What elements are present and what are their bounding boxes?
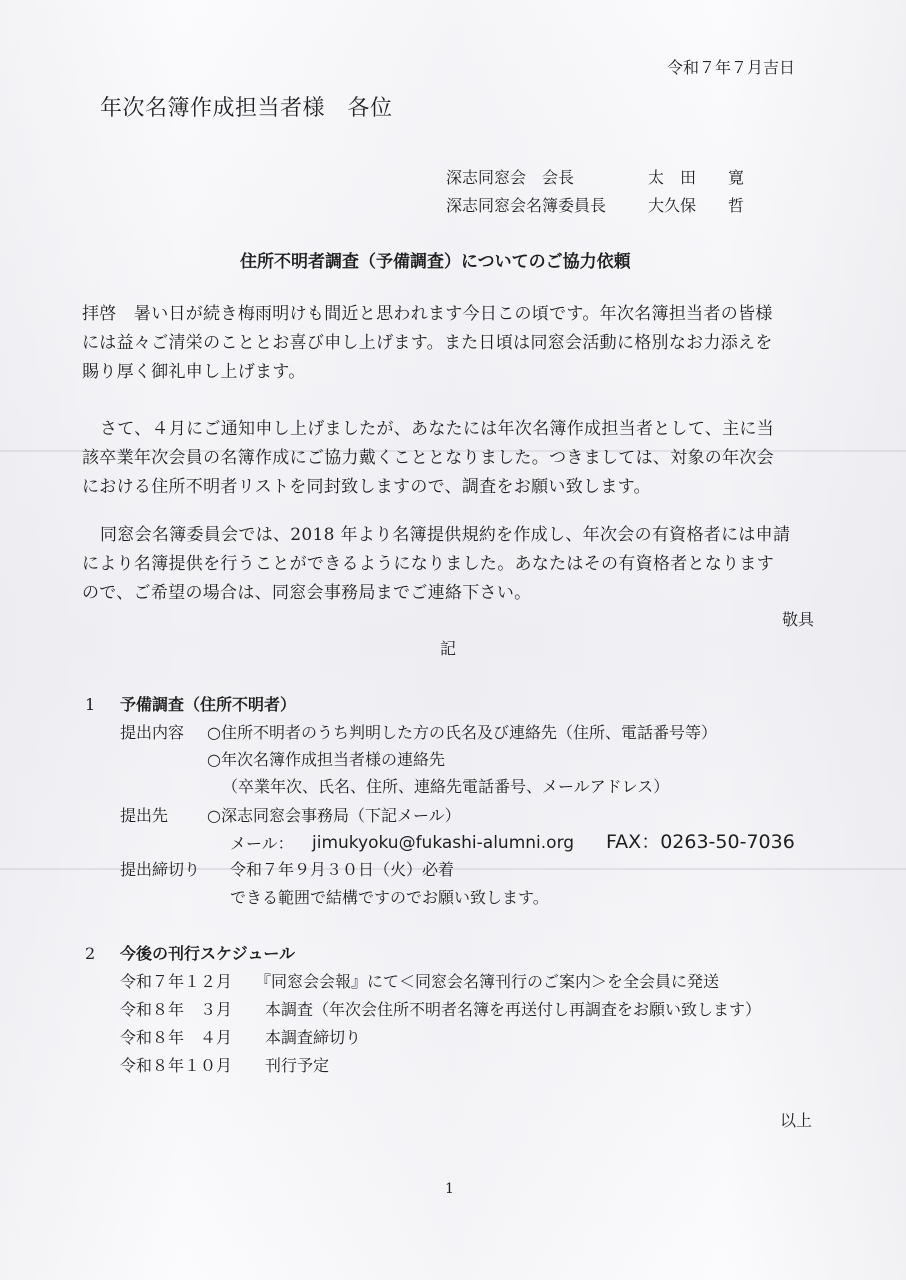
schedule-date: 令和８年 ４月 [120,1028,233,1047]
addressee: 年次名簿作成担当者様 各位 [100,96,393,121]
body-line: により名簿提供を行うことができるようになりました。あなたはその有資格者となります [82,554,774,574]
deadline-note: できる範囲で結構ですのでお願い致します。 [230,888,549,907]
closing-keigu: 敬具 [782,610,815,629]
schedule-text: 刊行予定 [265,1056,330,1075]
sender-org: 深志同窓会名簿委員長 [446,196,607,215]
body-line: には益々ご清栄のこととお喜び申し上げます。また日頃は同窓会活動に格別なお力添えを [82,333,773,353]
ki-mark: 記 [440,639,457,658]
body-line: における住所不明者リストを同封致しますので、調査をお願い致します。 [82,477,651,497]
page-number: 1 [445,1181,454,1197]
section-number: 2 [85,944,96,963]
letter-title: 住所不明者調査（予備調査）についてのご協力依頼 [240,252,631,272]
schedule-text: 『同窓会会報』にて＜同窓会名簿刊行のご案内＞を全会員に発送 [255,972,720,991]
content-item: ○住所不明者のうち判明した方の氏名及び連絡先（住所、電話番号等） [207,723,717,742]
content-item: （卒業年次、氏名、住所、連絡先電話番号、メールアドレス） [222,777,670,796]
body-line: 拝啓 暑い日が続き梅雨明けも間近と思われます今日この頃です。年次名簿担当者の皆様 [82,304,773,324]
fax-number: FAX：0263-50-7036 [606,831,795,853]
body-line: ので、ご希望の場合は、同窓会事務局までご連絡下さい。 [82,583,532,603]
schedule-date: 令和８年 ３月 [120,1000,233,1019]
sender-org: 深志同窓会 会長 [446,168,575,187]
email-label: メール： [230,834,294,853]
content-item: ○年次名簿作成担当者様の連絡先 [207,750,445,769]
sender-name: 太 田 寛 [648,168,745,187]
section-number: 1 [85,695,96,714]
section-heading: 今後の刊行スケジュール [120,944,296,963]
schedule-text: 本調査締切り [265,1028,362,1047]
body-line: 賜り厚く御礼申し上げます。 [82,362,306,382]
body-line: 同窓会名簿委員会では、2018 年より名簿提供規約を作成し、年次会の有資格者には申請 [100,525,791,545]
schedule-date: 令和８年１０月 [120,1056,233,1075]
letter-date: 令和７年７月吉日 [667,58,796,77]
email-address: jimukyoku@fukashi-alumni.org [312,833,575,853]
deadline-date: 令和７年９月３０日（火）必着 [230,860,455,879]
sender-name: 大久保 哲 [648,196,745,215]
submission-destination: ○深志同窓会事務局（下記メール） [207,806,461,825]
schedule-text: 本調査（年次会住所不明者名簿を再送付し再調査をお願い致します） [265,1000,762,1019]
field-label: 提出締切り [120,860,201,879]
body-line: 該卒業年次会員の名簿作成にご協力戴くこととなりました。つきましては、対象の年次会 [82,448,774,468]
field-label: 提出先 [120,806,169,825]
field-label: 提出内容 [120,723,185,742]
ijou-end: 以上 [780,1111,813,1130]
body-line: さて、４月にご通知申し上げましたが、あなたには年次名簿作成担当者として、主に当 [100,419,775,439]
section-heading: 予備調査（住所不明者） [120,695,297,714]
schedule-date: 令和７年１２月 [120,972,233,991]
